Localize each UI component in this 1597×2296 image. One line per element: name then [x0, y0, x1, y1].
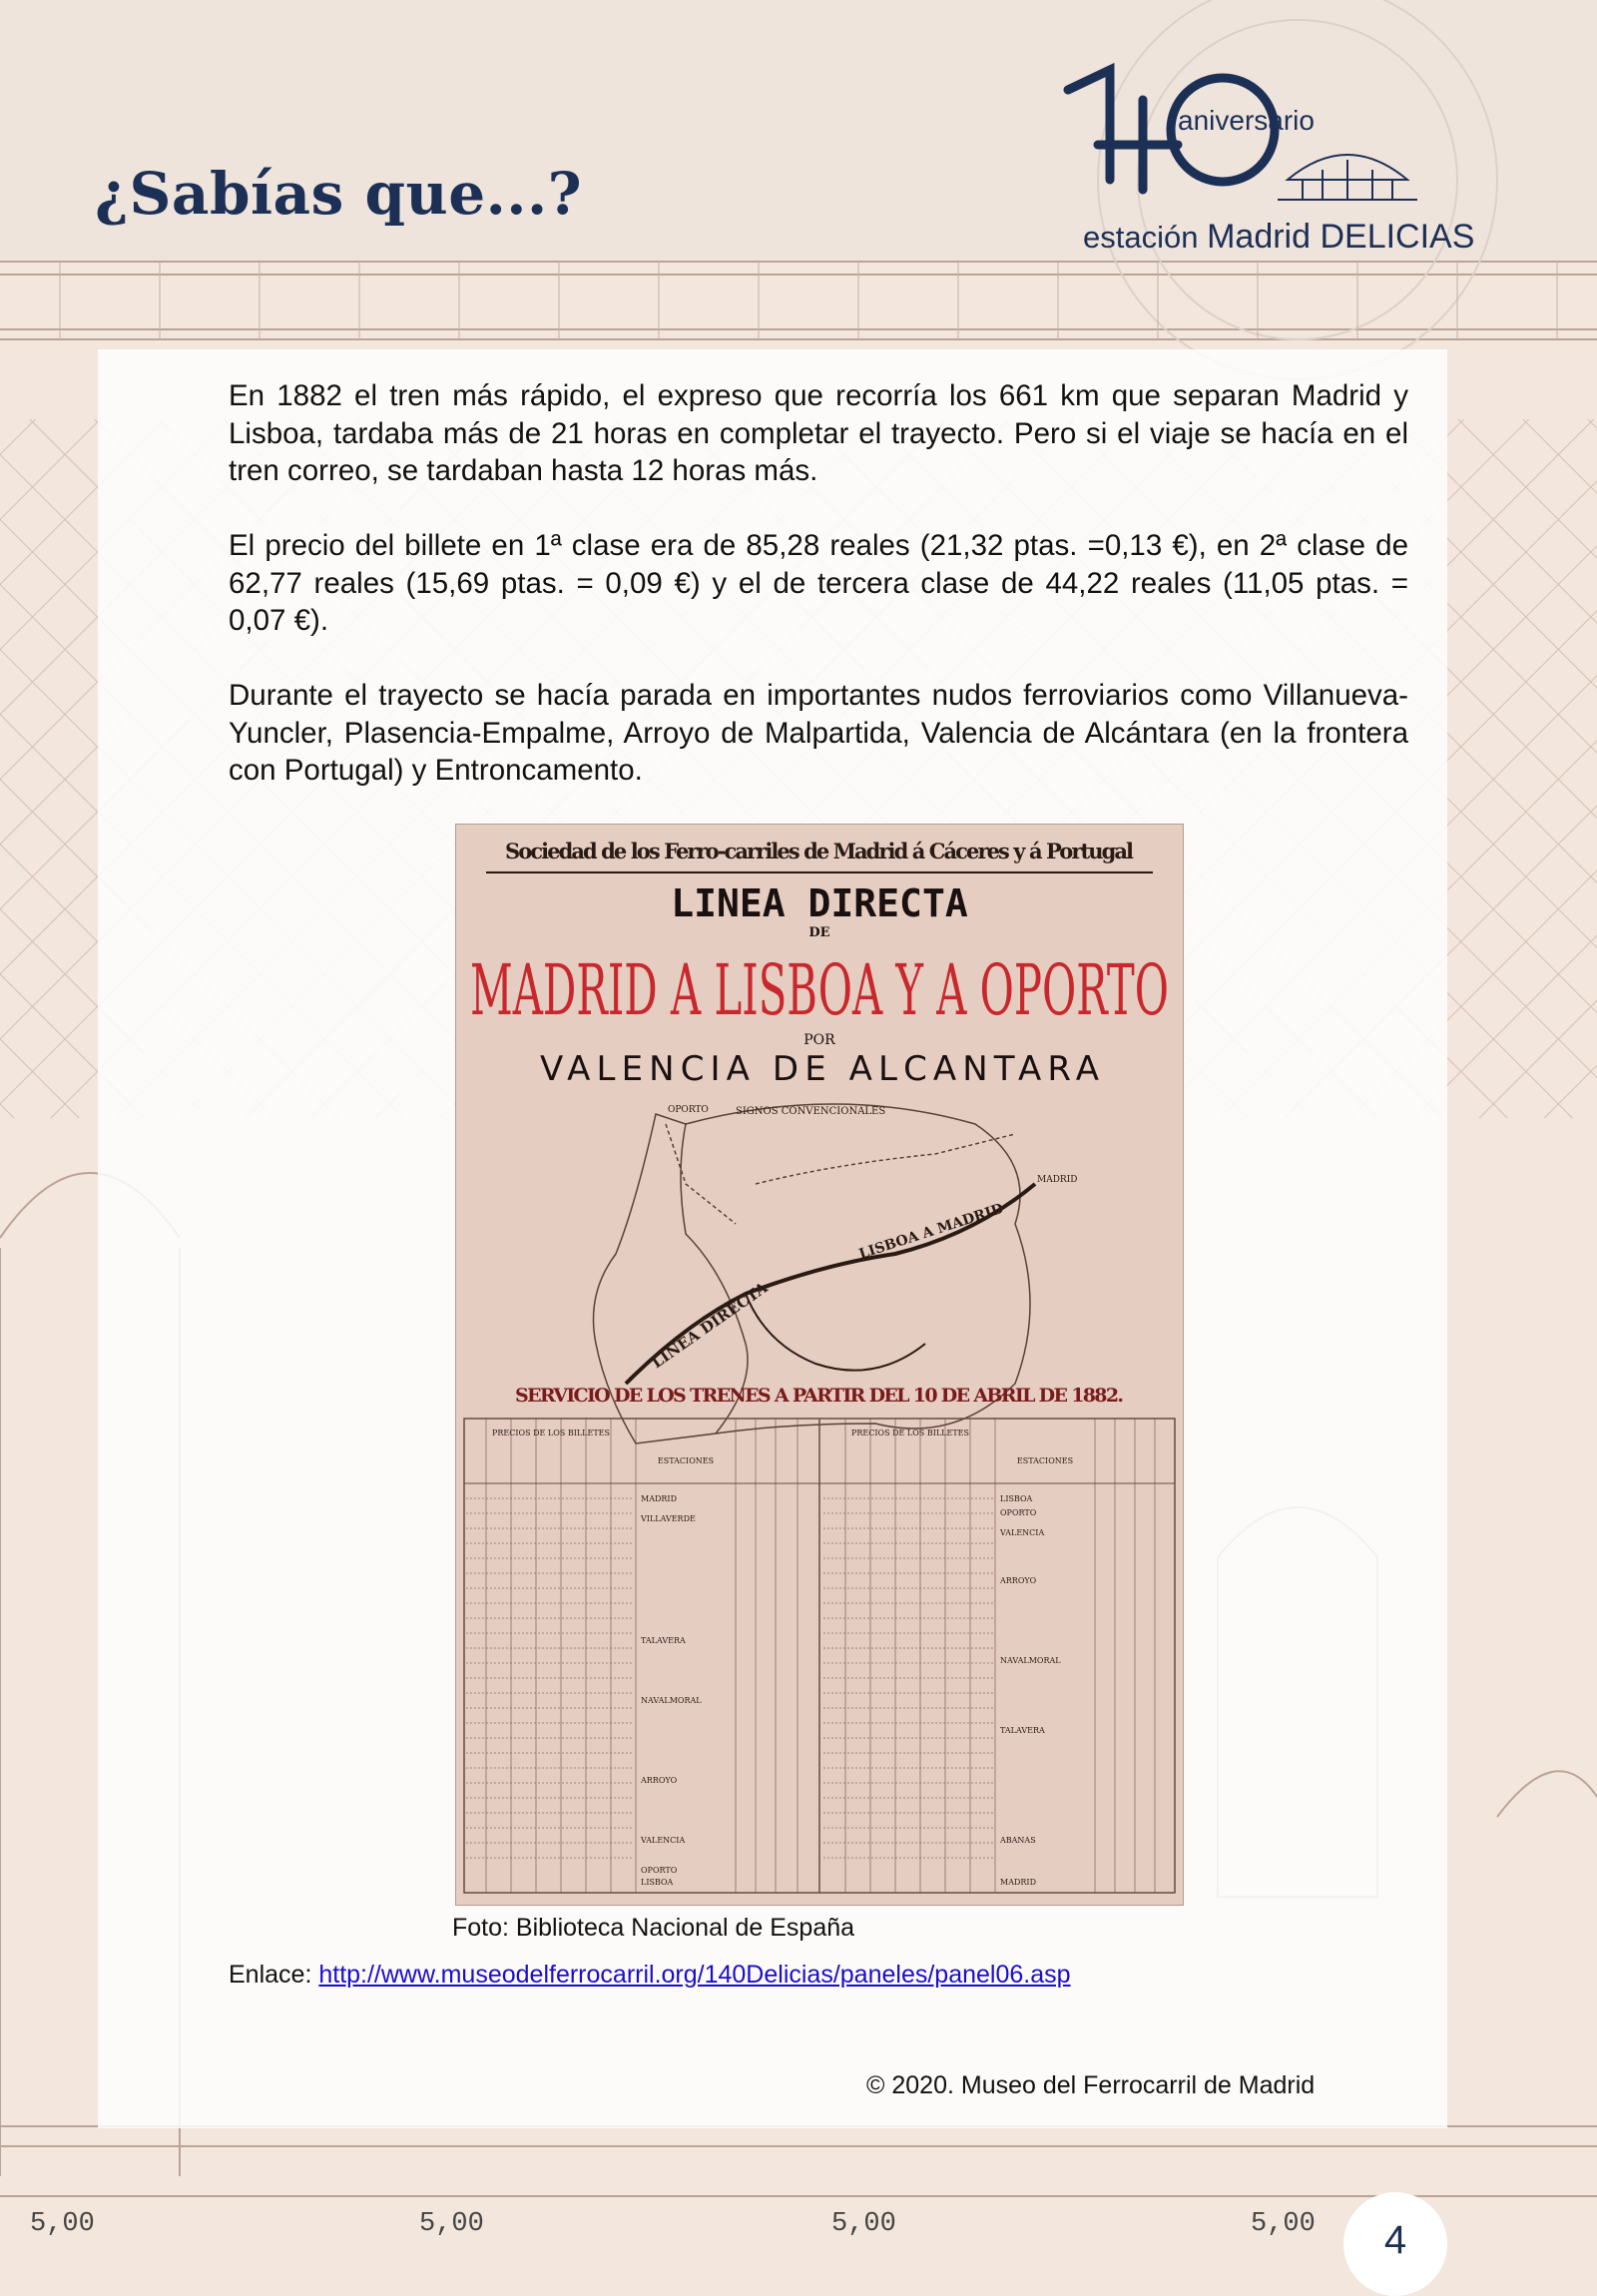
paragraph-ticket-prices: El precio del billete en 1ª clase era de 85,28 reales (21,32 ptas. =0,13 €), en 2ª clase de 62,77 reales (15,69 ptas. = 0,09 €) y el de tercera clase de 44,22 reales (11,05 ptas. = 0,07 €). [229, 529, 1408, 637]
station-left: ARROYO [641, 1776, 678, 1785]
station-left: LISBOA [641, 1878, 674, 1887]
dimension-label: 5,00 [1251, 2209, 1316, 2239]
poster-via: VALENCIA DE ALCANTARA [540, 1049, 1099, 1089]
page-number: 4 [1383, 2218, 1407, 2262]
table-header-stations-right: ESTACIONES [1016, 1456, 1074, 1465]
map-label-oporto: OPORTO [668, 1105, 709, 1115]
link-row [229, 1961, 1071, 1990]
poster-heading: LINEA DIRECTA [671, 881, 968, 925]
timetable-right-stations [999, 1494, 1061, 1887]
station-left: TALAVERA [641, 1636, 686, 1645]
map-label-linea-directa: LINEA DIRECTA [648, 1278, 772, 1373]
station-left: VALENCIA [641, 1836, 686, 1845]
timetable [464, 1419, 1175, 1893]
poster-image [456, 825, 1183, 1905]
poster-company: Sociedad de los Ferro-carriles de Madrid á Cáceres y á Portugal [505, 839, 1134, 863]
dimension-label: 5,00 [30, 2209, 95, 2239]
timetable-left-stations [640, 1494, 702, 1887]
museum-panel-link[interactable]: http://www.museodelferrocarril.org/140Delicias/paneles/panel06.asp [318, 1961, 1071, 1989]
table-header-prices-right: PRECIOS DE LOS BILLETES [851, 1429, 969, 1437]
logo-station-name: Madrid DELICIAS [1207, 218, 1475, 256]
station-right: LISBOA [1000, 1494, 1033, 1503]
table-header-prices-left: PRECIOS DE LOS BILLETES [492, 1429, 610, 1437]
poster-service: SERVICIO DE LOS TRENES A PARTIR DEL 10 DE ABRIL DE 1882. [515, 1385, 1124, 1407]
station-left: MADRID [641, 1494, 677, 1503]
photo-caption: Foto: Biblioteca Nacional de España [452, 1914, 855, 1942]
station-right: TALAVERA [1000, 1726, 1045, 1735]
map-label-madrid: MADRID [1037, 1175, 1078, 1185]
station-right: VALENCIA [1000, 1528, 1045, 1537]
page-title: ¿Sabías que...? [95, 160, 583, 228]
historical-poster [455, 824, 1184, 1906]
paragraph-stops: Durante el trayecto se hacía parada en importantes nudos ferroviarios como Villanueva-Yuncler, Plasencia-Empalme, Arroyo de Malpartida, Valencia de Alcántara (en la frontera con Portugal) y Entroncamento. [229, 679, 1408, 787]
poster-de-1: DE [808, 925, 830, 940]
dimension-label: 5,00 [419, 2209, 484, 2239]
logo-station-prefix: estación [1083, 220, 1199, 255]
copyright-notice: © 2020. Museo del Ferrocarril de Madrid [866, 2071, 1316, 2099]
article-body [229, 377, 1408, 827]
station-left: NAVALMORAL [641, 1696, 702, 1705]
table-header-stations-left: ESTACIONES [657, 1456, 715, 1465]
logo-station [1083, 218, 1474, 257]
station-right: ABANAS [1000, 1836, 1036, 1845]
logo-anniversary-word: aniversario [1178, 105, 1315, 136]
station-right: MADRID [1000, 1878, 1036, 1887]
timetable-figures [466, 1498, 993, 1858]
station-left: VILLAVERDE [641, 1514, 696, 1523]
station-right: ARROYO [1000, 1576, 1037, 1585]
station-right: OPORTO [1000, 1508, 1037, 1517]
station-right: NAVALMORAL [1000, 1656, 1061, 1665]
map-legend-title: SIGNOS CONVENCIONALES [736, 1106, 886, 1117]
paragraph-travel-time: En 1882 el tren más rápido, el expreso que recorría los 661 km que separan Madrid y Lisboa, tardaba más de 21 horas en completar el trayecto. Pero si el viaje se hacía en el tren correo, se tardaban hasta 12 horas más. [229, 379, 1408, 487]
map-label-lisboa-madrid: LISBOA A MADRID [856, 1200, 1006, 1263]
dimension-label: 5,00 [831, 2209, 896, 2239]
link-label: Enlace: [229, 1961, 312, 1989]
poster-route: MADRID A LISBOA Y A OPORTO [470, 949, 1169, 1031]
station-left: OPORTO [641, 1866, 678, 1875]
poster-por: POR [803, 1032, 835, 1048]
